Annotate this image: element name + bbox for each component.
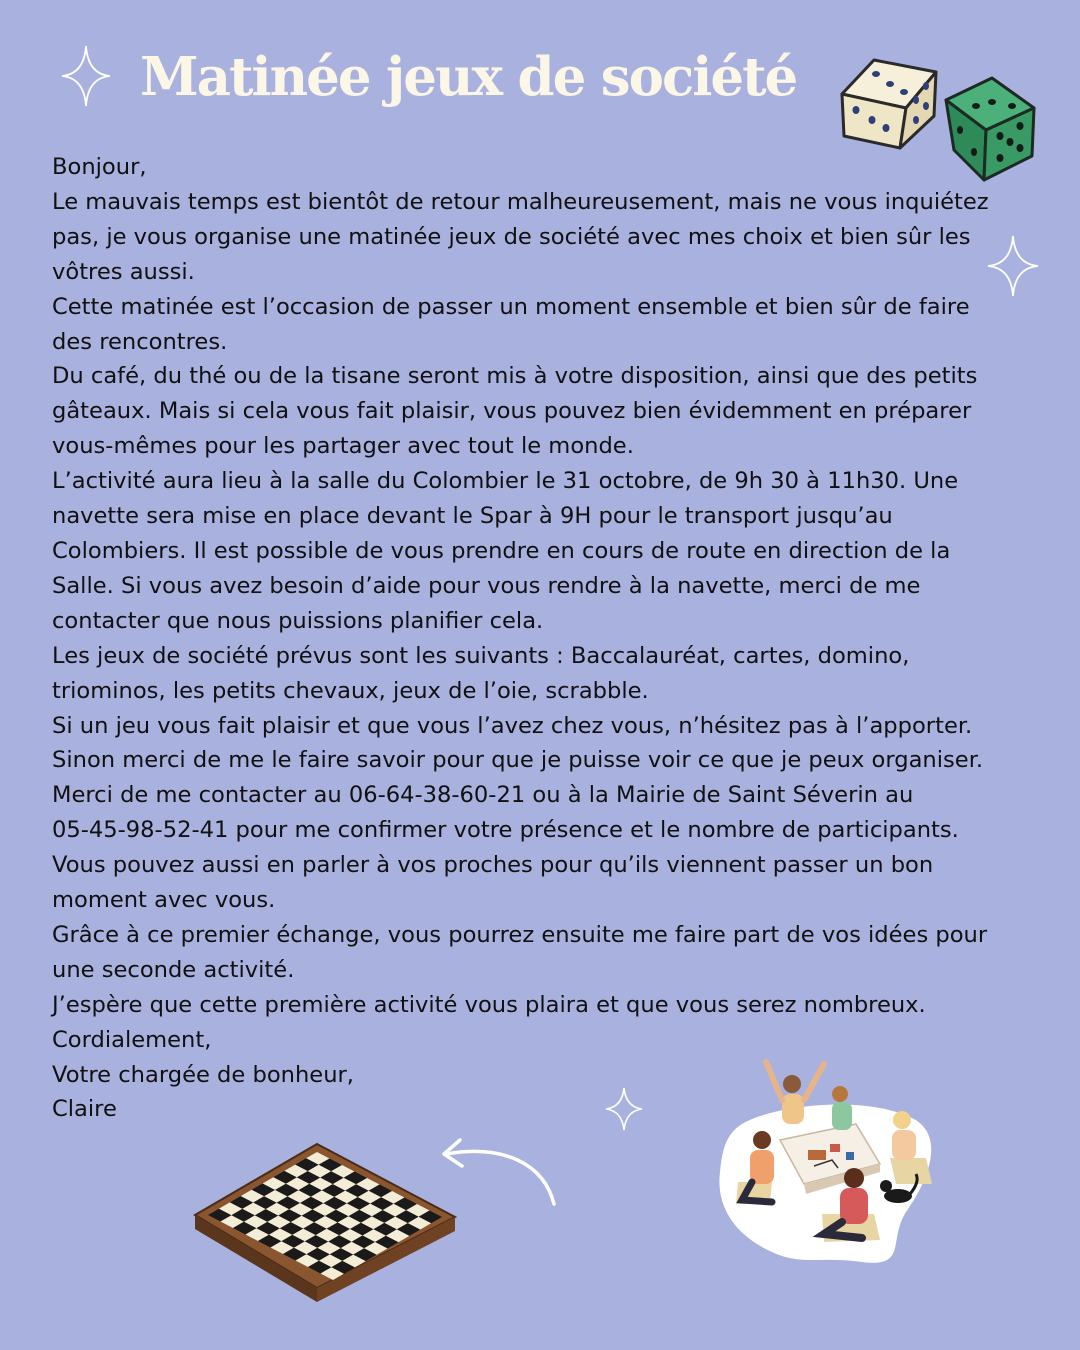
- letter-line: Cette matinée est l’occasion de passer un moment ensemble et bien sûr de faire: [52, 293, 970, 320]
- letter-line: Du café, du thé ou de la tisane seront mis à votre disposition, ainsi que des petits: [52, 363, 978, 390]
- letter-line: une seconde activité.: [52, 956, 295, 983]
- letter-line: Sinon merci de me le faire savoir pour que je puisse voir ce que je peux organiser.: [52, 747, 984, 774]
- letter-line: Cordialement,: [52, 1026, 212, 1053]
- letter-line: L’activité aura lieu à la salle du Colombier le 31 octobre, de 9h 30 à 11h30. Une: [52, 468, 959, 495]
- letter-line: navette sera mise en place devant le Spar à 9H pour le transport jusqu’au: [52, 503, 893, 530]
- letter-line: Grâce à ce premier échange, vous pourrez ensuite me faire part de vos idées pour: [52, 921, 988, 948]
- letter-line: Colombiers. Il est possible de vous prendre en cours de route en direction de la: [52, 537, 951, 564]
- letter-line: moment avec vous.: [52, 887, 276, 914]
- page-title: Matinée jeux de société: [140, 46, 797, 108]
- letter-line: pas, je vous organise une matinée jeux de société avec mes choix et bien sûr les: [52, 223, 971, 250]
- letter-line: des rencontres.: [52, 328, 228, 355]
- letter-line: triominos, les petits chevaux, jeux de l’oie, scrabble.: [52, 677, 649, 704]
- sparkle-icon: [60, 44, 112, 108]
- letter-line: contacter que nous puissions planifier cela.: [52, 607, 544, 634]
- chessboard-illustration: [190, 1140, 460, 1306]
- letter-line: Les jeux de société prévus sont les suivants : Baccalauréat, cartes, domino,: [52, 642, 910, 669]
- arrow-icon: [434, 1124, 564, 1208]
- letter-line: vôtres aussi.: [52, 258, 195, 285]
- letter-line: Votre chargée de bonheur,: [52, 1061, 354, 1088]
- letter-line: J’espère que cette première activité vous plaira et que vous serez nombreux.: [52, 991, 926, 1018]
- letter-line: vous-mêmes pour les partager avec tout le monde.: [52, 433, 634, 460]
- letter-line: gâteaux. Mais si cela vous fait plaisir, vous pouvez bien évidemment en préparer: [52, 398, 972, 425]
- letter-line: Bonjour,: [52, 154, 147, 180]
- letter-line: Salle. Si vous avez besoin d’aide pour vous rendre à la navette, merci de me: [52, 572, 921, 599]
- letter-line: Si un jeu vous fait plaisir et que vous l’avez chez vous, n’hésitez pas à l’apporter.: [52, 712, 973, 739]
- letter-line: Vous pouvez aussi en parler à vos proches pour qu’ils viennent passer un bon: [52, 852, 934, 879]
- letter-line: Claire: [52, 1096, 117, 1123]
- letter-line: Merci de me contacter au 06-64-38-60-21 ou à la Mairie de Saint Séverin au: [52, 782, 914, 809]
- letter-body: [52, 150, 1042, 1127]
- letter-line: 05-45-98-52-41 pour me confirmer votre présence et le nombre de participants.: [52, 817, 959, 844]
- letter-line: Le mauvais temps est bientôt de retour malheureusement, mais ne vous inquiétez: [52, 188, 989, 215]
- people-playing-illustration: [712, 1054, 948, 1270]
